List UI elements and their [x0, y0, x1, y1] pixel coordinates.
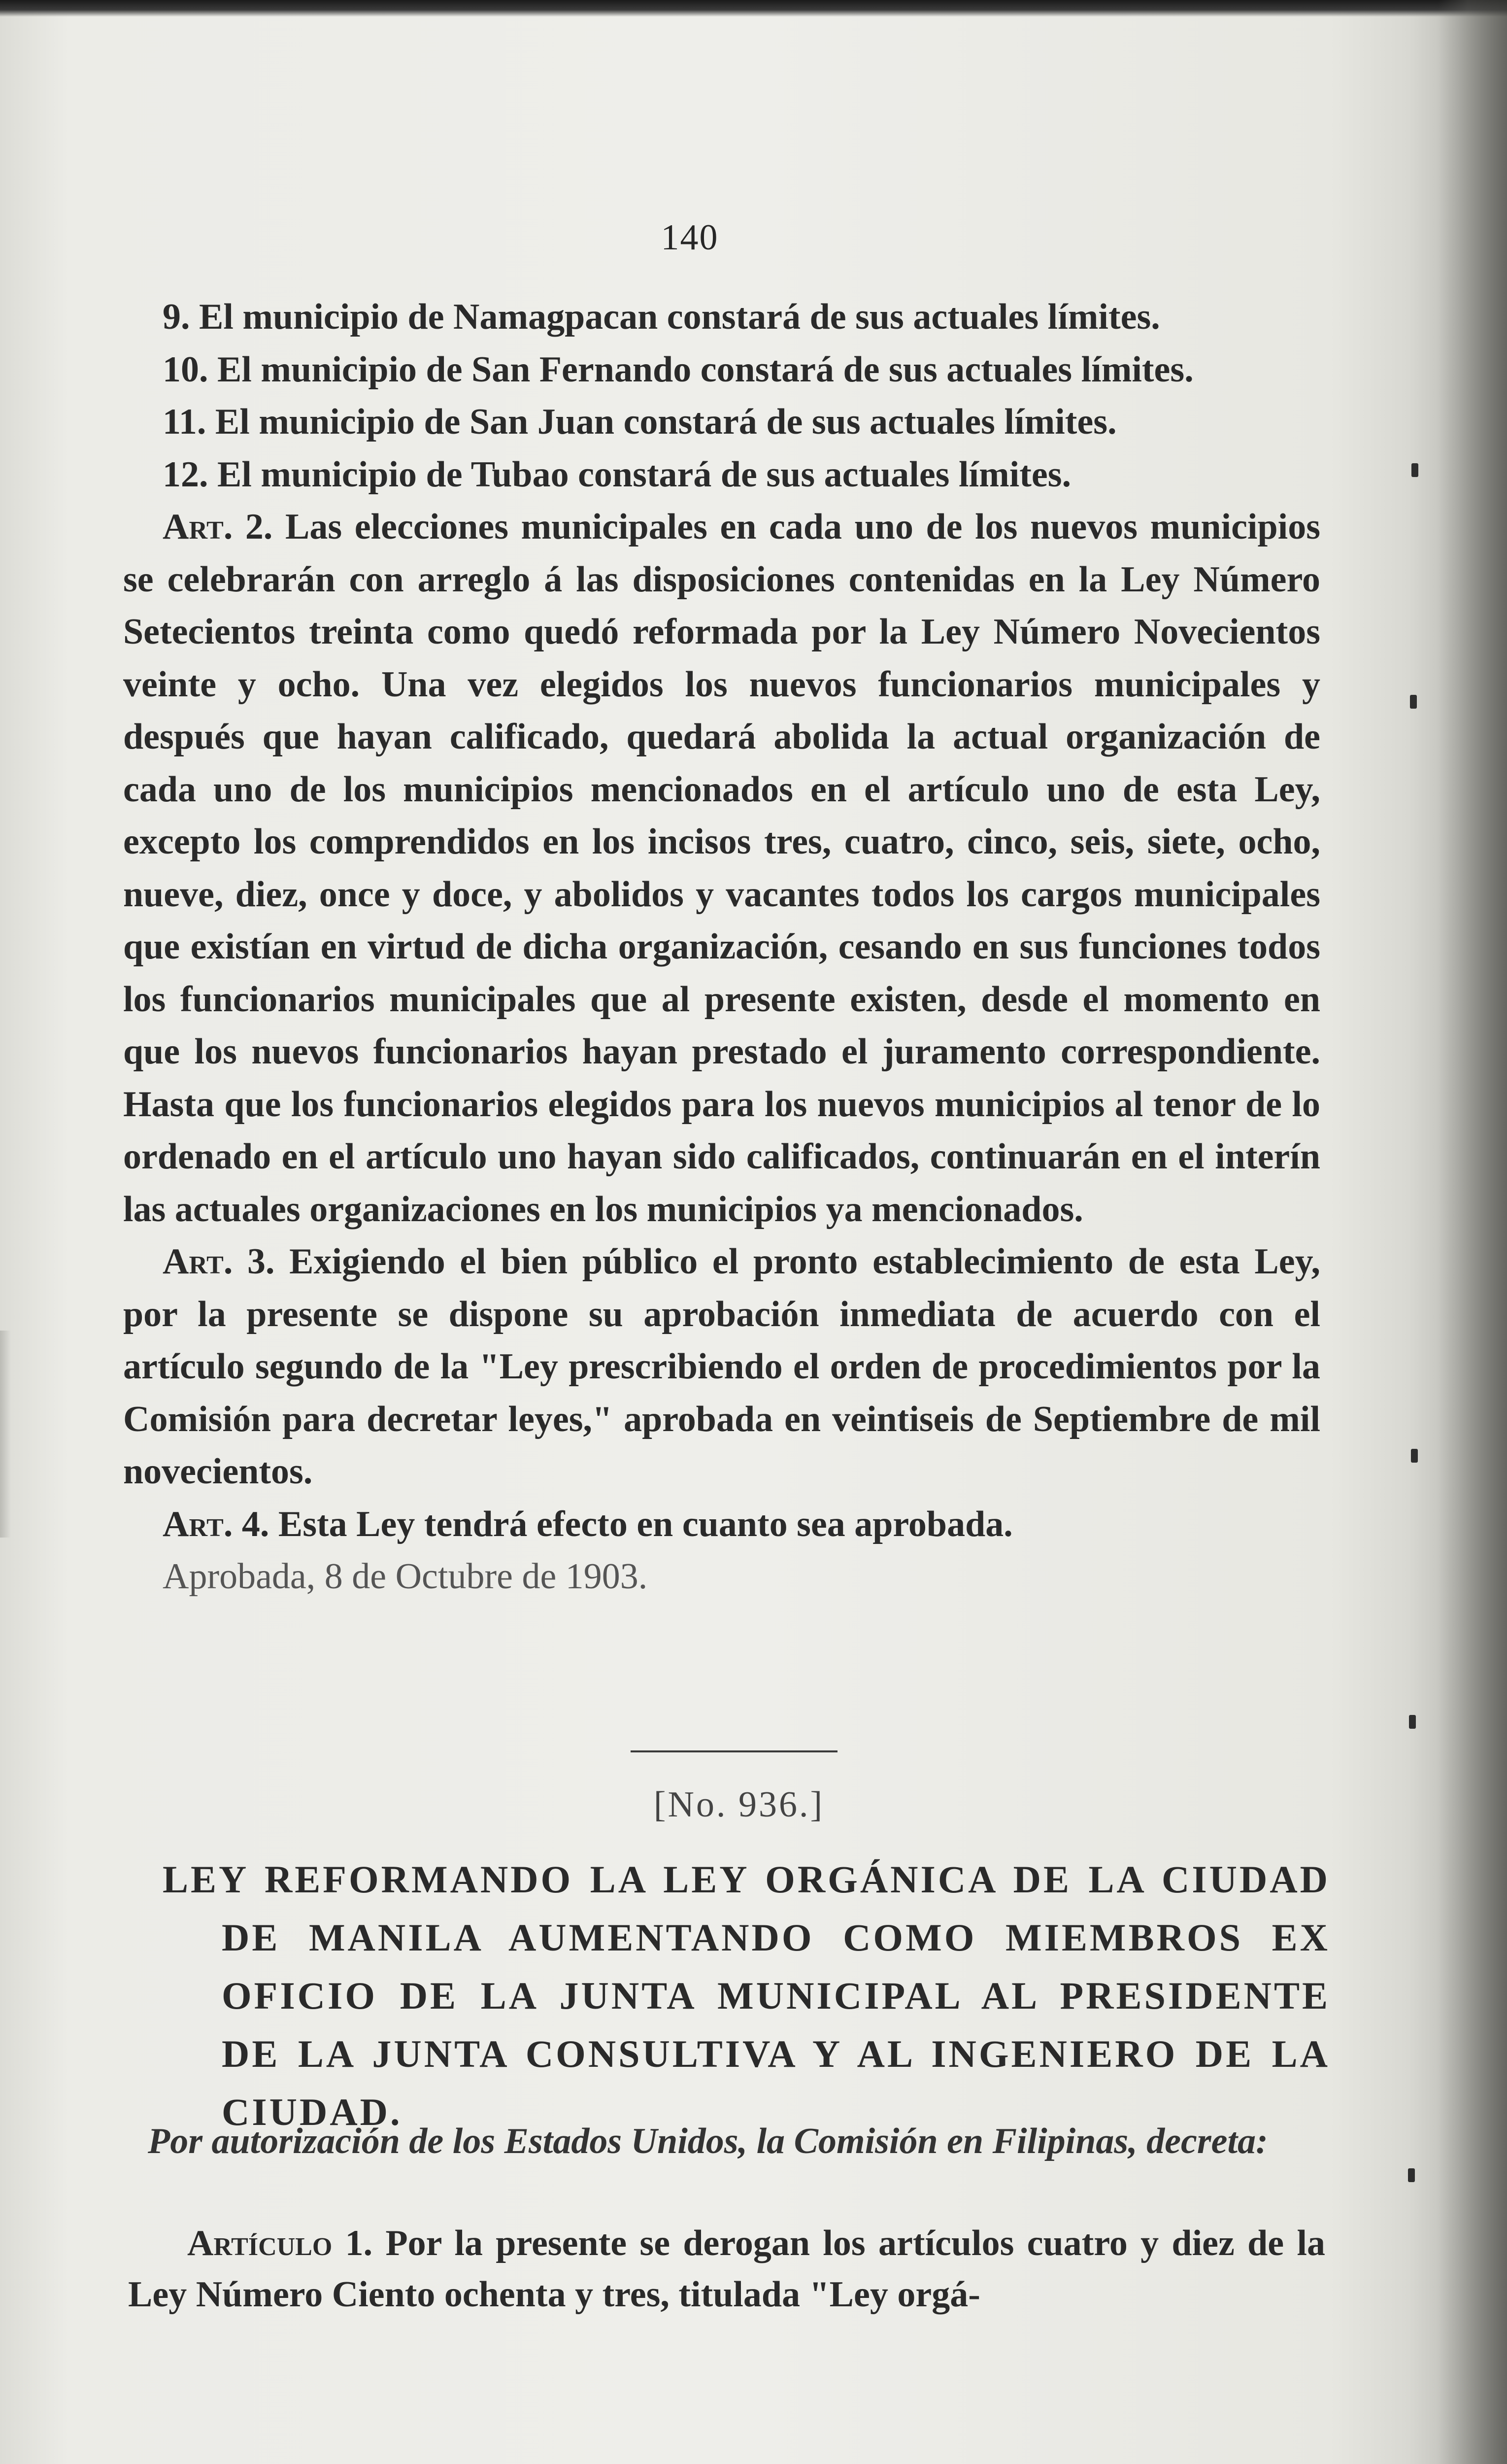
approval-date: Aprobada, 8 de Octubre de 1903.	[163, 1556, 648, 1597]
article-4-text: Esta Ley tendrá efecto en cuanto sea aprobada.	[278, 1504, 1013, 1544]
law-number: [No. 936.]	[653, 1784, 825, 1825]
article-1-text: Por la presente se derogan los artículos cuatro y diez de la Ley Número Ciento ochenta y tres, titulada "Ley orgá-	[128, 2223, 1326, 2315]
article-4-label: Art. 4.	[163, 1504, 269, 1544]
gutter-mark	[1408, 2168, 1415, 2182]
page-left-stain	[0, 1331, 11, 1538]
enacting-clause: Por autorización de los Estados Unidos, la Comisión en Filipinas, decreta:	[148, 2121, 1268, 2161]
body-text	[123, 291, 1320, 1603]
paragraph-item-11: 11. El municipio de San Juan constará de sus actuales límites.	[163, 402, 1117, 442]
gutter-mark	[1409, 1715, 1416, 1729]
article-3-label: Art. 3.	[163, 1241, 275, 1282]
gutter-mark	[1411, 463, 1418, 477]
article-3-text: Exigiendo el bien público el pronto establecimiento de esta Ley, por la presente se dispone su aprobación inmediata de acuerdo con el artículo segundo de la "Ley prescribiendo el orden de procedimientos por la Comisión para decretar leyes," aprobada en veintiseis de Septiembre de mil novecientos.	[123, 1241, 1321, 1492]
gutter-mark	[1410, 695, 1417, 709]
paragraph-item-12: 12. El municipio de Tubao constará de sus actuales límites.	[163, 454, 1072, 495]
law-title: LEY REFORMANDO LA LEY ORGÁNICA DE LA CIUDAD DE MANILA AUMENTANDO COMO MIEMBROS EX OFICIO DE LA JUNTA MUNICIPAL AL PRESIDENTE DE LA JUNTA CONSULTIVA Y AL INGENIERO DE LA CIUDAD.	[163, 1858, 1330, 2133]
article-2-label: Art. 2.	[163, 507, 273, 547]
article-1-label: Artículo 1.	[187, 2223, 373, 2263]
section-divider	[631, 1750, 837, 1752]
page-binding-shadow	[1438, 0, 1507, 2464]
page-top-edge	[0, 0, 1507, 17]
article-2-text: Las elecciones municipales en cada uno de los nuevos municipios se celebrarán con arreglo á las disposiciones contenidas en la Ley Número Setecientos treinta como quedó reformada por la Ley Número Novecientos veinte y ocho. Una vez elegidos los nuevos funcionarios municipales y después que hayan calificado, quedará abolida la actual organización de cada uno de los municipios mencionados en el artículo uno de esta Ley, excepto los comprendidos en los incisos tres, cuatro, cinco, seis, siete, ocho, nueve, diez, once y doce, y abolidos y vacantes todos los cargos municipales que existían en virtud de dicha organización, cesando en sus funciones todos los funcionarios municipales que al presente existen, desde el momento en que los nuevos funcionarios hayan prestado el juramento correspondiente. Hasta que los funcionarios elegidos para los nuevos municipios al tenor de lo ordenado en el artículo uno hayan sido calificados, continuarán en el interín las actuales organizaciones en los municipios ya mencionados.	[123, 507, 1320, 1230]
gutter-mark	[1411, 1449, 1418, 1463]
page-number: 140	[661, 217, 719, 258]
paragraph-article-2	[123, 501, 1320, 1235]
article-1	[128, 2218, 1325, 2320]
paragraph-item-10: 10. El municipio de San Fernando constará de sus actuales límites.	[163, 349, 1194, 390]
paragraph-item-9: 9. El municipio de Namagpacan constará de sus actuales límites.	[163, 297, 1160, 337]
paragraph-article-3	[123, 1235, 1320, 1498]
paragraph-article-4	[123, 1498, 1320, 1551]
